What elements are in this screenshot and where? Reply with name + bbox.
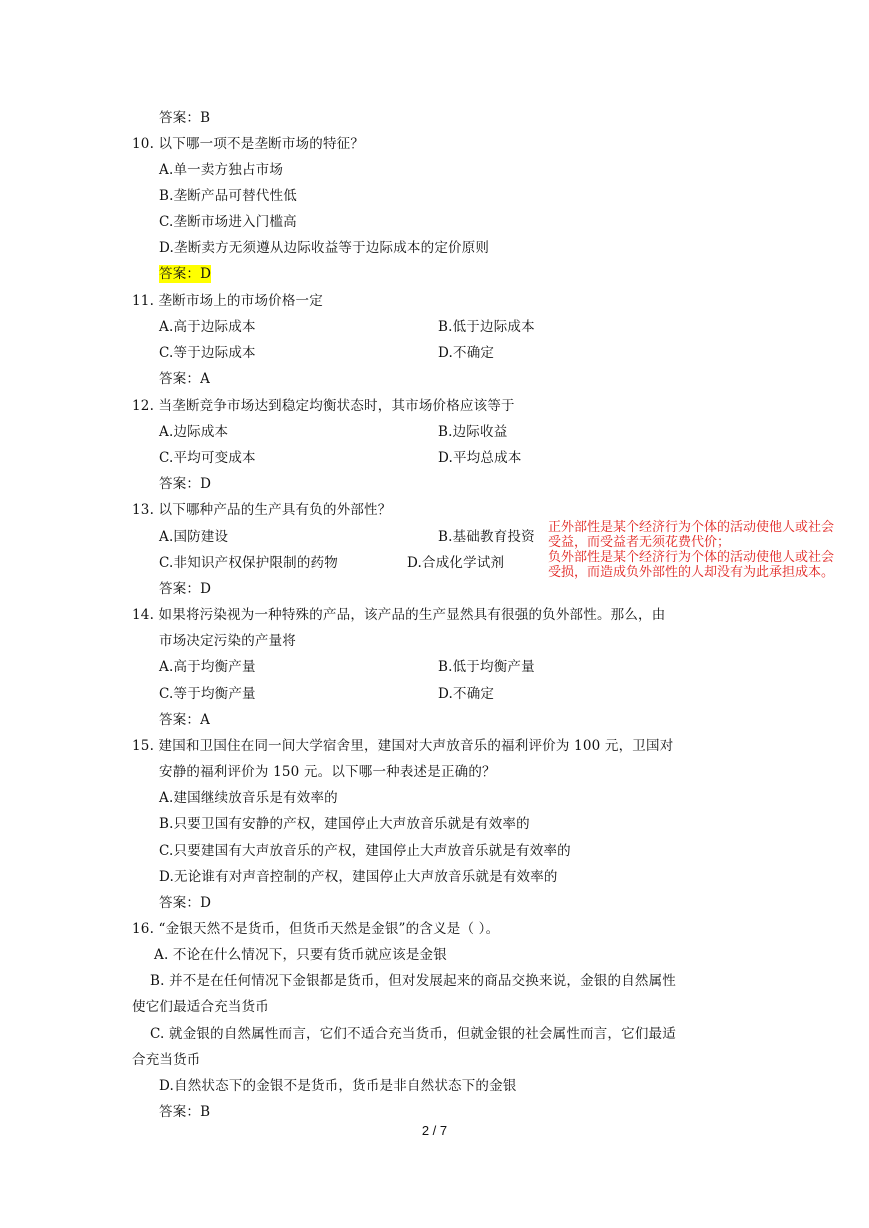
q16-stem: 16. “金银天然不是货币，但货币天然是金银”的含义是（ ）。 [132, 921, 500, 937]
externality-comment-line-3: 负外部性是某个经济行为个体的活动使他人或社会 [548, 550, 835, 565]
externality-comment-line-2: 受益，而受益者无须花费代价； [548, 535, 731, 550]
q10-answer-highlighted: 答案：D [159, 266, 212, 282]
q12-answer: 答案：D [159, 476, 212, 492]
q10-option-b: B.垄断产品可替代性低 [159, 188, 297, 204]
q13-stem: 13. 以下哪种产品的生产具有负的外部性？ [132, 502, 392, 518]
q9-answer: 答案：B [159, 110, 211, 126]
page-number: 2 / 7 [421, 1123, 448, 1138]
q10-option-a: A.单一卖方独占市场 [159, 162, 284, 178]
q10-option-d: D.垄断卖方无须遵从边际收益等于边际成本的定价原则 [159, 240, 490, 256]
q16-option-c-line-1: C. 就金银的自然属性而言，它们不适合充当货币，但就金银的社会属性而言，它们最适 [150, 1026, 676, 1042]
externality-comment-line-4: 受损，而造成负外部性的人却没有为此承担成本。 [548, 565, 835, 580]
q13-option-b: B.基础教育投资 [438, 529, 535, 545]
q15-answer: 答案：D [159, 895, 212, 911]
q15-stem-line-2: 安静的福利评价为 150 元。以下哪一种表述是正确的？ [159, 764, 496, 780]
q12-option-d: D.平均总成本 [438, 450, 522, 466]
q10-stem: 10. 以下哪一项不是垄断市场的特征？ [132, 136, 365, 152]
q16-answer: 答案：B [159, 1104, 211, 1120]
externality-comment-line-1: 正外部性是某个经济行为个体的活动使他人或社会 [548, 520, 835, 535]
q16-option-d: D.自然状态下的金银不是货币，货币是非自然状态下的金银 [159, 1078, 517, 1094]
q13-option-a: A.国防建设 [159, 529, 229, 545]
q15-option-c: C.只要建国有大声放音乐的产权，建国停止大声放音乐就是有效率的 [159, 843, 571, 859]
q14-option-d: D.不确定 [438, 686, 495, 702]
q16-option-b-line-1: B. 并不是在任何情况下金银都是货币，但对发展起来的商品交换来说，金银的自然属性 [150, 973, 677, 989]
q11-option-b: B.低于边际成本 [438, 319, 535, 335]
q14-option-c: C.等于均衡产量 [159, 686, 256, 702]
q15-stem-line-1: 15. 建国和卫国住在同一间大学宿舍里，建国对大声放音乐的福利评价为 100 元，卫国对 [132, 738, 674, 754]
q11-option-a: A.高于边际成本 [159, 319, 256, 335]
q14-option-a: A.高于均衡产量 [159, 659, 256, 675]
q11-option-c: C.等于边际成本 [159, 345, 256, 361]
q12-option-b: B.边际收益 [438, 424, 508, 440]
q16-option-a: A. 不论在什么情况下，只要有货币就应该是金银 [154, 947, 447, 963]
q15-option-d: D.无论谁有对声音控制的产权，建国停止大声放音乐就是有效率的 [159, 869, 558, 885]
q13-answer: 答案：D [159, 581, 212, 597]
q16-option-c-line-2: 合充当货币 [132, 1052, 201, 1068]
q11-stem: 11. 垄断市场上的市场价格一定 [132, 293, 323, 309]
q16-option-b-line-2: 使它们最适合充当货币 [132, 999, 269, 1015]
q12-option-a: A.边际成本 [159, 424, 229, 440]
q13-option-d: D.合成化学试剂 [407, 555, 505, 571]
q11-option-d: D.不确定 [438, 345, 495, 361]
q12-stem: 12. 当垄断竞争市场达到稳定均衡状态时，其市场价格应该等于 [132, 398, 515, 414]
q14-stem-line-1: 14. 如果将污染视为一种特殊的产品，该产品的生产显然具有很强的负外部性。那么，由 [132, 607, 666, 623]
q12-option-c: C.平均可变成本 [159, 450, 256, 466]
q11-answer: 答案：A [159, 371, 211, 387]
q14-answer: 答案：A [159, 712, 211, 728]
q14-option-b: B.低于均衡产量 [438, 659, 535, 675]
q14-stem-line-2: 市场决定污染的产量将 [159, 633, 296, 649]
q15-option-a: A.建国继续放音乐是有效率的 [159, 790, 338, 806]
q10-option-c: C.垄断市场进入门槛高 [159, 214, 297, 230]
q15-option-b: B.只要卫国有安静的产权，建国停止大声放音乐就是有效率的 [159, 816, 530, 832]
q13-option-c: C.非知识产权保护限制的药物 [159, 555, 338, 571]
